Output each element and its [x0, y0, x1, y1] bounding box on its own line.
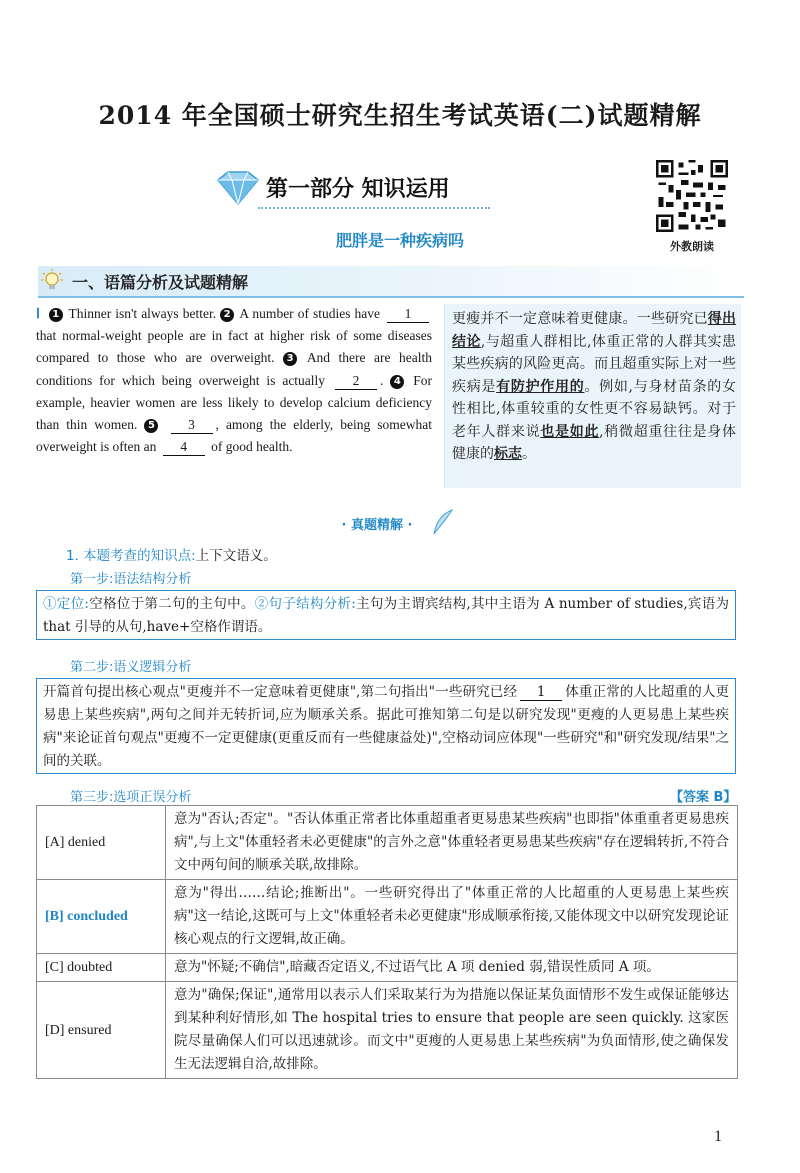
part-title: 第一部分 知识运用	[266, 177, 450, 202]
step1-locate-text: 空格位于第二句的主句中。	[88, 596, 255, 612]
sentence-number: 1	[49, 308, 63, 322]
part-header	[212, 170, 512, 210]
option-explanation: 意为"否认;否定"。"否认体重正常者比体重超重者更易患某些疾病"也即指"体重重者更易患疾病",与上文"体重轻者未必更健康"的言外之意"体重轻者更易患某些疾病"存在逻辑转折,不符合文中两句间的顺承关联,故排除。	[166, 806, 738, 880]
sentence: , among the elderly, being somewhat overweight is often an	[36, 417, 433, 455]
blank-2: 2	[335, 373, 377, 390]
option-row-a	[37, 806, 738, 880]
article-title: 肥胖是一种疾病吗	[335, 231, 464, 250]
translation-text: 。	[522, 446, 536, 462]
translation-text: 。例如,与身材苗条的女性相比,体重较重的女性更不容易缺钙。对于老年人群来说	[452, 378, 737, 440]
option-explanation: 意为"确保;保证",通常用以表示人们采取某行为为措施以保证某负面情形不发生或保证能够达到某种利好情形,如 The hospital tries to ensure that people are seen quickly. 这家医院尽量确保人们可以迅速就诊。而文中"更瘦的人更易患上某些疾病"为负面情形,使之确保发生无法逻辑自洽,故排除。	[166, 982, 738, 1079]
translation-text: 更瘦并不一定意味着更健康。一些研究已	[452, 311, 708, 327]
section-header	[38, 266, 744, 298]
english-passage	[36, 303, 432, 458]
step2-blank: 1	[520, 684, 562, 701]
step2-box	[36, 678, 736, 774]
sentence-number: 3	[283, 352, 297, 366]
page-number: 1	[714, 1128, 722, 1145]
sentence: Thinner isn't always better.	[68, 306, 217, 321]
step1-title: 第一步:语法结构分析	[70, 572, 192, 587]
real-question-label: · 真题精解 ·	[341, 518, 413, 533]
knowledge-label: 1. 本题考查的知识点:	[66, 548, 196, 564]
step1-box	[36, 590, 736, 640]
options-table	[36, 805, 738, 1079]
translation-keyword: 也是如此	[540, 423, 600, 440]
sentence: of good health.	[211, 439, 293, 455]
answer-badge: 【答案 B】	[670, 790, 737, 805]
translation-text: ,稍微超重往往是身体健康的	[452, 423, 737, 462]
option-label: [D] ensured	[37, 982, 166, 1079]
lightbulb-icon	[40, 268, 64, 294]
sentence: A number of studies have	[239, 306, 380, 321]
option-row-c	[37, 954, 738, 982]
sentence-number: 4	[390, 375, 404, 389]
paragraph-number: Ⅰ	[36, 306, 41, 321]
sentence: For example, heavier women are less likely to develop calcium deficiency than thin women.	[36, 372, 433, 433]
step1-structure-label: ②句子结构分析:	[254, 596, 356, 612]
step1-locate-label: ①定位:	[43, 596, 89, 612]
step1-structure-text: 主句为主谓宾结构,其中主语为 A number of studies,宾语为 that 引导的从句,have+空格作谓语。	[43, 596, 729, 635]
sentence: .	[380, 372, 384, 388]
blank-1: 1	[387, 306, 429, 323]
translation-keyword: 标志	[494, 446, 522, 462]
option-row-b	[37, 880, 738, 954]
diamond-icon	[212, 170, 264, 206]
chinese-translation	[452, 308, 736, 466]
qr-code-icon[interactable]	[656, 160, 728, 232]
option-explanation: 意为"得出……结论;推断出"。一些研究得出了"体重正常的人比超重的人更易患上某些疾病"这一结论,这既可与上文"体重轻者未必更健康"形成顺承衔接,又能体现文中以研究发现论证核心观点的行文逻辑,故正确。	[166, 880, 738, 954]
step3-title: 第三步:选项正误分析	[70, 790, 192, 805]
option-label: [C] doubted	[37, 954, 166, 982]
step2-text: 开篇首句提出核心观点"更瘦并不一定意味着更健康",第二句指出"一些研究已经	[43, 684, 518, 700]
qr-label: 外教朗读	[670, 240, 714, 253]
section-title: 一、语篇分析及试题精解	[72, 273, 249, 292]
option-label-correct: [B] concluded	[37, 880, 166, 954]
sentence-number: 5	[144, 419, 158, 433]
real-question-header	[318, 508, 478, 538]
part-divider	[258, 207, 490, 209]
sentence: And there are health conditions for which being overweight is actually	[36, 350, 432, 388]
translation-text: ,与超重人群相比,体重正常的人群其实患某些疾病的风险更高。而且超重实际上对一些疾病是	[452, 333, 737, 395]
step2-text: 体重正常的人比超重的人更易患上某些疾病",两句之间并无转折词,应为顺承关系。据此可推知第二句是以研究发现"更瘦的人更易患上某些疾病"来论证首句观点"更瘦不一定更健康(更重反而有一些健康益处)",空格动词应体现"一些研究"和"研究发现/结果"之间的关联。	[43, 684, 730, 769]
option-row-d	[37, 982, 738, 1079]
feather-icon	[430, 508, 456, 536]
sentence-number: 2	[220, 308, 234, 322]
translation-keyword: 得出结论	[452, 311, 737, 350]
knowledge-point	[66, 544, 277, 564]
step2-title: 第二步:语义逻辑分析	[70, 660, 192, 675]
real-question-text: 真题精解	[350, 518, 403, 533]
option-explanation: 意为"怀疑;不确信",暗藏否定语义,不过语气比 A 项 denied 弱,错误性质同 A 项。	[166, 954, 738, 982]
option-label: [A] denied	[37, 806, 166, 880]
knowledge-value: 上下文语义。	[195, 548, 277, 564]
blank-4: 4	[163, 439, 205, 456]
sentence: that normal-weight people are in fact at higher risk of some diseases compared to those who are overweight.	[36, 328, 432, 366]
translation-keyword: 有防护作用的	[496, 378, 585, 395]
page-title: 2014 年全国硕士研究生招生考试英语(二)试题精解	[98, 101, 702, 130]
blank-3: 3	[171, 417, 213, 434]
